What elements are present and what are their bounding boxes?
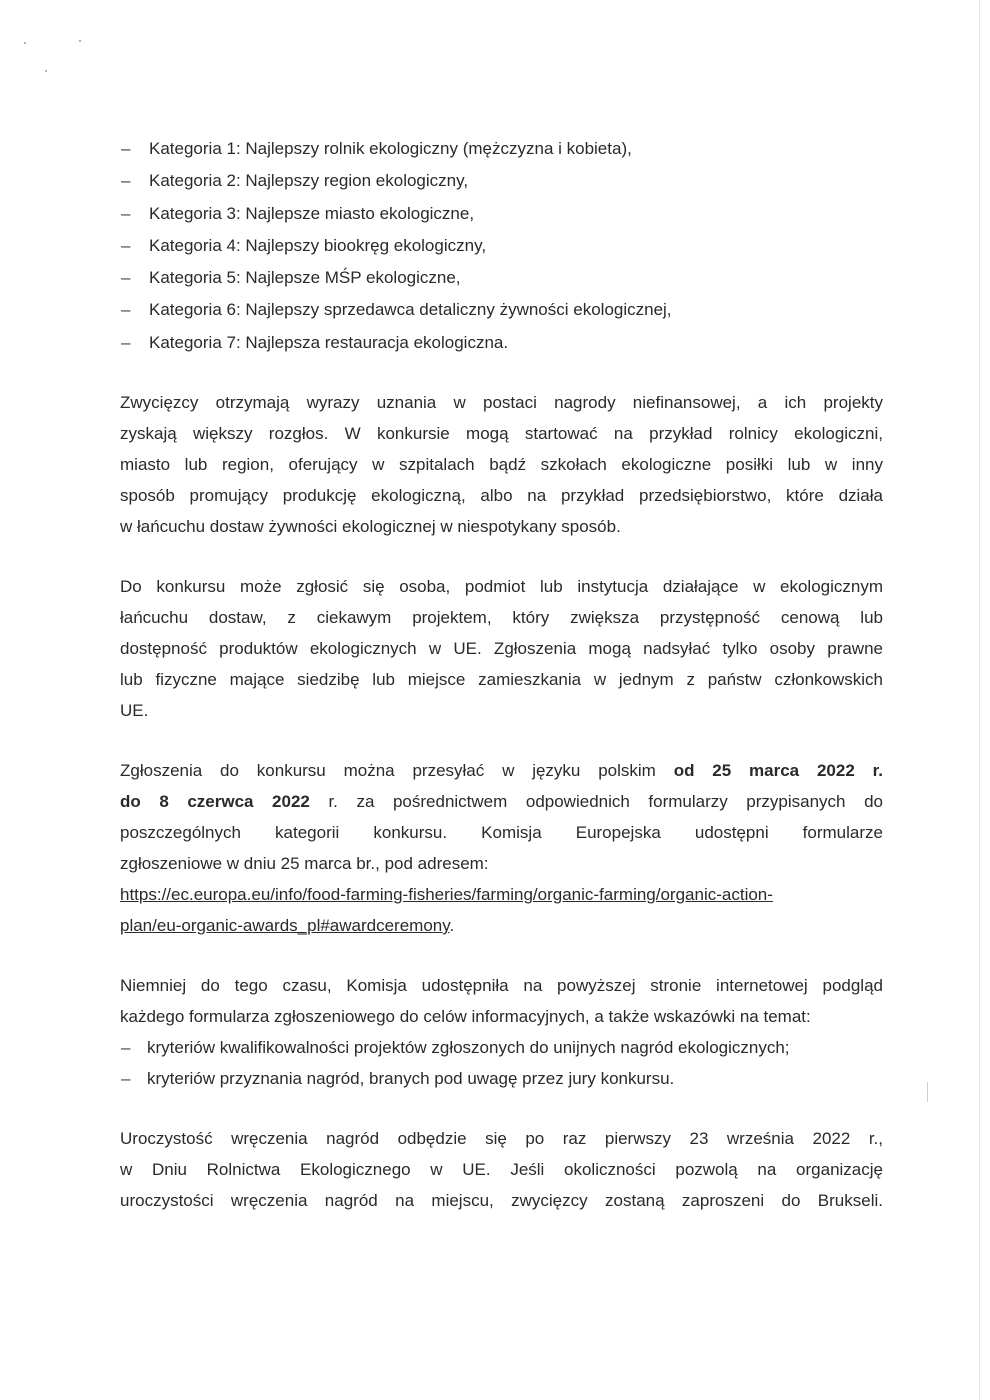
paragraph-line: każdego formularza zgłoszeniowego do celów informacyjnych, a także wskazówki na temat: (120, 1007, 811, 1027)
paragraph-line: dostępność produktów ekologicznych w UE. Zgłoszenia mogą nadsyłać tylko osoby prawne (120, 639, 883, 659)
submission-text: Zgłoszenia do konkursu można przesyłać w języku polskim (120, 761, 656, 781)
paragraph-line: zgłoszeniowe w dniu 25 marca br., pod adresem: (120, 854, 489, 874)
scan-speck (79, 40, 81, 42)
paragraph-line: poszczególnych kategorii konkursu. Komisja Europejska udostępni formularze (120, 823, 883, 843)
awards-link[interactable]: https://ec.europa.eu/info/food-farming-fisheries/farming/organic-farming/organic-action- (120, 885, 773, 905)
paragraph-line: UE. (120, 701, 149, 721)
document-body (120, 133, 883, 1216)
criteria-item (120, 1063, 883, 1094)
paragraph-line: Niemniej do tego czasu, Komisja udostępniła na powyższej stronie internetowej podgląd (120, 976, 883, 996)
criteria-item (120, 1032, 883, 1063)
paragraph-line (120, 910, 883, 941)
category-item (120, 262, 883, 294)
paragraph-line: Uroczystość wręczenia nagród odbędzie się po raz pierwszy 23 września 2022 r., (120, 1129, 883, 1149)
paragraph-line: miasto lub region, oferujący w szpitalach bądź szkołach ekologiczne posiłki lub w inny (120, 455, 883, 475)
dash-bullet: – (121, 1069, 131, 1089)
category-text: Kategoria 3: Najlepsze miasto ekologiczne, (149, 203, 475, 223)
dash-bullet: – (121, 1038, 131, 1058)
paragraph-line: Zwycięzcy otrzymają wyrazy uznania w postaci nagrody niefinansowej, a ich projekty (120, 393, 883, 413)
link-period: . (449, 916, 455, 936)
category-list (120, 133, 883, 359)
paragraph-line: Do konkursu może zgłosić się osoba, podmiot lub instytucja działające w ekologicznym (120, 577, 883, 597)
dash-bullet: – (121, 203, 131, 223)
dash-bullet: – (121, 139, 131, 158)
criteria-list (120, 1032, 883, 1094)
paragraph-line: w Dniu Rolnictwa Ekologicznego w UE. Jeśli okoliczności pozwolą na organizację (120, 1160, 883, 1180)
category-text: Kategoria 1: Najlepszy rolnik ekologiczny (mężczyzna i kobieta), (149, 139, 632, 158)
paragraph-line: zyskają większy rozgłos. W konkursie mogą startować na przykład rolnicy ekologiczni, (120, 424, 883, 444)
category-item (120, 230, 883, 262)
paragraph-line (120, 786, 883, 817)
start-date: od 25 marca 2022 r. (673, 761, 884, 781)
paragraph-eligibility (120, 571, 883, 726)
scan-mark (927, 1082, 928, 1102)
dash-bullet: – (121, 332, 131, 352)
category-text: Kategoria 2: Najlepszy region ekologiczny, (149, 171, 469, 191)
paragraph-line: lub fizyczne mające siedzibę lub miejsce zamieszkania w jednym z państw członkowskich (120, 670, 883, 690)
paragraph-ceremony (120, 1123, 883, 1216)
paragraph-winners (120, 387, 883, 542)
dash-bullet: – (121, 300, 131, 320)
scan-speck (45, 70, 47, 72)
paragraph-preview (120, 970, 883, 1032)
category-item (120, 198, 883, 230)
category-item (120, 165, 883, 197)
criteria-text: kryteriów kwalifikowalności projektów zgłoszonych do unijnych nagród ekologicznych; (147, 1038, 790, 1058)
page-edge-line (979, 0, 980, 1400)
scan-speck (24, 42, 26, 44)
category-text: Kategoria 5: Najlepsze MŚP ekologiczne, (149, 268, 461, 288)
category-text: Kategoria 6: Najlepszy sprzedawca detaliczny żywności ekologicznej, (149, 300, 672, 320)
paragraph-line: uroczystości wręczenia nagród na miejscu, zwycięzcy zostaną zaproszeni do Brukseli. (120, 1191, 883, 1211)
paragraph-line (120, 879, 883, 910)
category-item (120, 327, 883, 359)
category-item (120, 294, 883, 326)
awards-link-continued[interactable]: plan/eu-organic-awards_pl#awardceremony (120, 916, 450, 936)
paragraph-line (120, 755, 883, 786)
paragraph-line: sposób promujący produkcję ekologiczną, albo na przykład przedsiębiorstwo, które działa (120, 486, 883, 506)
paragraph-submission (120, 755, 883, 941)
category-item (120, 133, 883, 165)
category-text: Kategoria 4: Najlepszy biookręg ekologiczny, (149, 235, 487, 255)
submission-text: r. za pośrednictwem odpowiednich formularzy przypisanych do (328, 792, 883, 812)
category-text: Kategoria 7: Najlepsza restauracja ekologiczna. (149, 332, 509, 352)
dash-bullet: – (121, 235, 131, 255)
paragraph-line: łańcuchu dostaw, z ciekawym projektem, który zwiększa przystępność cenową lub (120, 608, 883, 628)
dash-bullet: – (121, 268, 131, 288)
dash-bullet: – (121, 171, 131, 191)
paragraph-line: w łańcuchu dostaw żywności ekologicznej w niespotykany sposób. (120, 517, 621, 537)
criteria-text: kryteriów przyznania nagród, branych pod uwagę przez jury konkursu. (147, 1069, 675, 1089)
end-date: do 8 czerwca 2022 (120, 792, 310, 812)
